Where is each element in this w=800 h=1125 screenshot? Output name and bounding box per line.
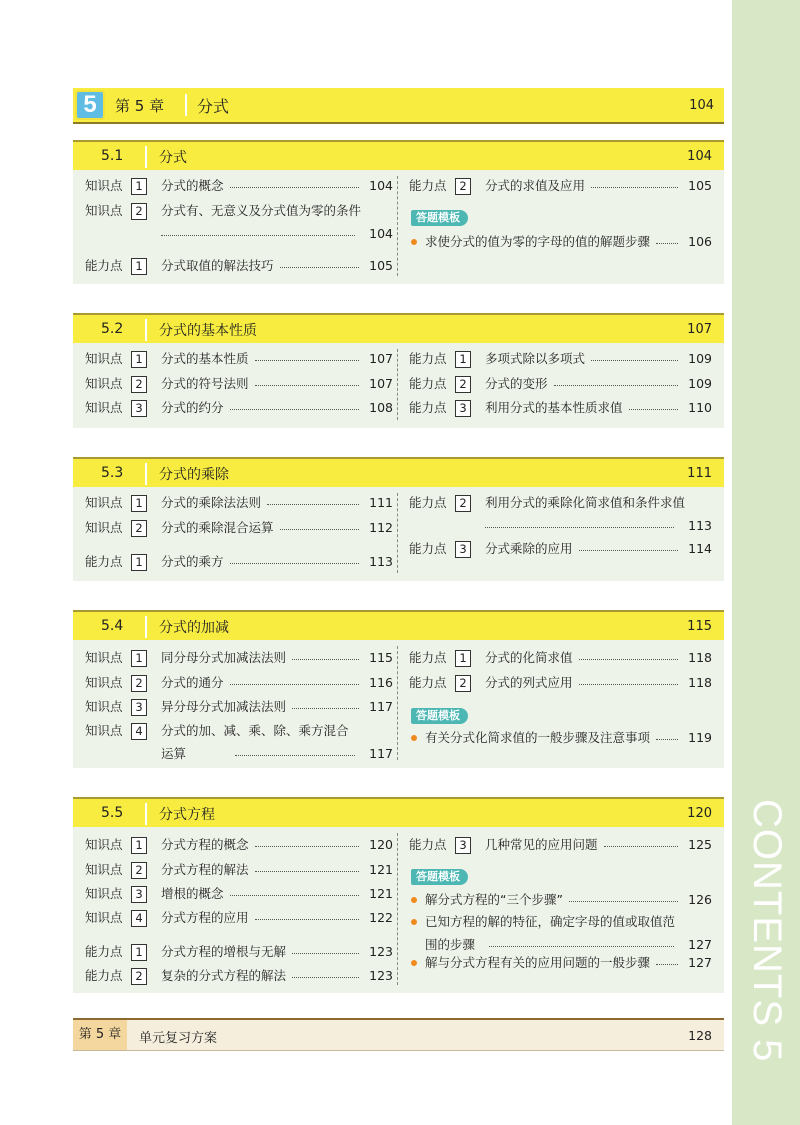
entry-page: 123 bbox=[369, 944, 393, 959]
dot-leader bbox=[579, 550, 678, 551]
entry-title: 分式的通分 bbox=[161, 675, 224, 690]
section-title: 分式的基本性质 bbox=[159, 323, 257, 339]
section-header[interactable] bbox=[73, 140, 724, 170]
toc-entry[interactable] bbox=[85, 908, 395, 928]
toc-entry[interactable] bbox=[85, 673, 395, 693]
entry-page: 125 bbox=[688, 837, 712, 852]
answer-template-badge: 答题模板 bbox=[411, 708, 468, 724]
entry-title: 分式的求值及应用 bbox=[485, 178, 586, 193]
entry-kind-label: 知识点 bbox=[85, 650, 123, 665]
entry-number-box: 2 bbox=[131, 675, 147, 692]
dot-leader bbox=[292, 977, 359, 978]
section-page: 115 bbox=[687, 619, 712, 634]
entry-title: 分式方程的应用 bbox=[161, 910, 249, 925]
entry-title: 分式乘除的应用 bbox=[485, 541, 573, 556]
dot-leader bbox=[235, 755, 355, 756]
section-5-2 bbox=[73, 313, 724, 428]
entry-kind-label: 知识点 bbox=[85, 178, 123, 193]
toc-entry[interactable] bbox=[409, 493, 714, 539]
entry-number-box: 3 bbox=[131, 699, 147, 716]
entry-number-box: 1 bbox=[131, 837, 147, 854]
entry-page: 113 bbox=[688, 518, 712, 533]
template-page: 106 bbox=[688, 234, 712, 249]
entry-number-box: 3 bbox=[455, 837, 471, 854]
dot-leader bbox=[569, 901, 678, 902]
entry-title: 分式的概念 bbox=[161, 178, 224, 193]
dot-leader bbox=[489, 946, 674, 947]
dot-leader bbox=[656, 739, 678, 740]
answer-template-badge: 答题模板 bbox=[411, 210, 468, 226]
toc-entry[interactable] bbox=[85, 374, 395, 394]
template-title-continued: 围的步骤 bbox=[425, 937, 476, 952]
entry-title: 增根的概念 bbox=[161, 886, 224, 901]
entry-page: 105 bbox=[688, 178, 712, 193]
entry-number-box: 2 bbox=[455, 376, 471, 393]
entry-kind-label: 知识点 bbox=[85, 862, 123, 877]
entry-kind-label: 知识点 bbox=[85, 376, 123, 391]
dot-leader bbox=[267, 504, 359, 505]
section-title: 分式的乘除 bbox=[159, 467, 229, 483]
template-entry[interactable] bbox=[409, 953, 714, 973]
dot-leader bbox=[591, 187, 678, 188]
toc-entry[interactable] bbox=[409, 539, 714, 559]
entry-title-continued: 运算 bbox=[161, 746, 187, 761]
section-header[interactable] bbox=[73, 313, 724, 343]
entry-title: 分式取值的解法技巧 bbox=[161, 258, 274, 273]
template-title: 求使分式的值为零的字母的值的解题步骤 bbox=[425, 234, 651, 249]
section-header[interactable] bbox=[73, 610, 724, 640]
dot-leader bbox=[255, 360, 359, 361]
entry-page: 116 bbox=[369, 675, 393, 690]
entry-kind-label: 知识点 bbox=[85, 910, 123, 925]
toc-entry[interactable] bbox=[85, 835, 395, 855]
entry-title: 同分母分式加减法法则 bbox=[161, 650, 287, 665]
entry-kind-label: 能力点 bbox=[409, 400, 447, 415]
column-divider bbox=[397, 349, 398, 420]
entry-title: 分式方程的概念 bbox=[161, 837, 249, 852]
bullet-icon bbox=[411, 239, 417, 245]
entry-kind-label: 能力点 bbox=[409, 376, 447, 391]
chapter-number-icon: 5 bbox=[75, 90, 105, 120]
column-divider bbox=[397, 646, 398, 760]
dot-leader bbox=[230, 187, 359, 188]
entry-title: 分式的乘方 bbox=[161, 554, 224, 569]
entry-page: 121 bbox=[369, 886, 393, 901]
toc-entry[interactable] bbox=[85, 884, 395, 904]
entry-page: 110 bbox=[688, 400, 712, 415]
entry-number-box: 3 bbox=[131, 400, 147, 417]
review-title: 单元复习方案 bbox=[139, 1031, 218, 1046]
section-page: 111 bbox=[687, 466, 712, 481]
bullet-icon bbox=[411, 919, 417, 925]
toc-entry[interactable] bbox=[85, 349, 395, 369]
entry-page: 113 bbox=[369, 554, 393, 569]
entry-kind-label: 能力点 bbox=[409, 351, 447, 366]
contents-vertical-text bbox=[742, 795, 798, 1065]
entry-title: 异分母分式加减法法则 bbox=[161, 699, 287, 714]
section-divider bbox=[145, 319, 147, 341]
section-divider bbox=[145, 463, 147, 485]
template-title: 已知方程的解的特征，确定字母的值或取值范 bbox=[425, 914, 676, 929]
entry-page: 108 bbox=[369, 400, 393, 415]
entry-page: 104 bbox=[369, 178, 393, 193]
entry-number-box: 2 bbox=[131, 376, 147, 393]
entry-number-box: 3 bbox=[455, 400, 471, 417]
dot-leader bbox=[255, 919, 359, 920]
entry-title: 分式方程的增根与无解 bbox=[161, 944, 287, 959]
column-divider bbox=[397, 493, 398, 573]
toc-entry[interactable] bbox=[409, 835, 714, 855]
entry-kind-label: 知识点 bbox=[85, 675, 123, 690]
entry-title: 分式的乘除混合运算 bbox=[161, 520, 274, 535]
template-page: 127 bbox=[688, 937, 712, 952]
entry-page: 117 bbox=[369, 746, 393, 761]
entry-page: 107 bbox=[369, 351, 393, 366]
review-page: 128 bbox=[688, 1028, 712, 1043]
entry-number-box: 2 bbox=[131, 862, 147, 879]
entry-page: 118 bbox=[688, 650, 712, 665]
column-divider bbox=[397, 176, 398, 276]
section-5-3 bbox=[73, 457, 724, 581]
dot-leader bbox=[292, 659, 359, 660]
toc-entry[interactable] bbox=[85, 860, 395, 880]
toc-entry[interactable] bbox=[409, 374, 714, 394]
entry-kind-label: 能力点 bbox=[409, 675, 447, 690]
entry-kind-label: 知识点 bbox=[85, 400, 123, 415]
toc-entry[interactable] bbox=[85, 398, 395, 418]
dot-leader bbox=[604, 846, 678, 847]
entry-page: 121 bbox=[369, 862, 393, 877]
section-5-5 bbox=[73, 797, 724, 993]
chapter-title: 分式 bbox=[197, 97, 230, 116]
entry-page: 120 bbox=[369, 837, 393, 852]
dot-leader bbox=[656, 964, 678, 965]
entry-page: 123 bbox=[369, 968, 393, 983]
toc-entry[interactable] bbox=[85, 201, 395, 247]
toc-entry[interactable] bbox=[409, 398, 714, 418]
chapter-page: 104 bbox=[689, 98, 714, 113]
entry-kind-label: 知识点 bbox=[85, 495, 123, 510]
entry-page: 109 bbox=[688, 351, 712, 366]
entry-kind-label: 能力点 bbox=[85, 258, 123, 273]
entry-number-box: 1 bbox=[131, 351, 147, 368]
bullet-icon bbox=[411, 897, 417, 903]
toc-entry[interactable] bbox=[409, 648, 714, 668]
dot-leader bbox=[591, 360, 678, 361]
template-entry[interactable] bbox=[409, 912, 714, 958]
dot-leader bbox=[255, 871, 359, 872]
section-number: 5.1 bbox=[101, 148, 124, 164]
entry-page: 111 bbox=[369, 495, 393, 510]
entry-number-box: 2 bbox=[131, 203, 147, 220]
toc-entry[interactable] bbox=[85, 256, 395, 276]
entry-page: 117 bbox=[369, 699, 393, 714]
entry-kind-label: 能力点 bbox=[409, 837, 447, 852]
toc-entry[interactable] bbox=[85, 697, 395, 717]
toc-entry[interactable] bbox=[85, 552, 395, 572]
entry-title: 多项式除以多项式 bbox=[485, 351, 586, 366]
entry-number-box: 1 bbox=[131, 495, 147, 512]
entry-kind-label: 知识点 bbox=[85, 351, 123, 366]
dot-leader bbox=[161, 235, 355, 236]
section-number: 5.4 bbox=[101, 618, 124, 634]
template-page: 127 bbox=[688, 955, 712, 970]
entry-title: 利用分式的基本性质求值 bbox=[485, 400, 623, 415]
entry-kind-label: 知识点 bbox=[85, 203, 123, 218]
template-entry[interactable] bbox=[409, 728, 714, 748]
dot-leader bbox=[255, 385, 359, 386]
entry-kind-label: 知识点 bbox=[85, 723, 123, 738]
section-divider bbox=[145, 146, 147, 168]
entry-kind-label: 能力点 bbox=[409, 650, 447, 665]
entry-title: 分式方程的解法 bbox=[161, 862, 249, 877]
entry-title: 分式的乘除法法则 bbox=[161, 495, 262, 510]
entry-title: 复杂的分式方程的解法 bbox=[161, 968, 287, 983]
entry-title: 几种常见的应用问题 bbox=[485, 837, 598, 852]
entry-number-box: 2 bbox=[131, 968, 147, 985]
svg-text:CONTENTS 5: CONTENTS 5 bbox=[745, 799, 789, 1063]
dot-leader bbox=[629, 409, 678, 410]
dot-leader bbox=[230, 684, 359, 685]
chapter-header[interactable] bbox=[73, 88, 724, 124]
dot-leader bbox=[255, 846, 359, 847]
template-title: 解与分式方程有关的应用问题的一般步骤 bbox=[425, 955, 651, 970]
entry-title: 分式的列式应用 bbox=[485, 675, 573, 690]
entry-title: 分式的化简求值 bbox=[485, 650, 573, 665]
dot-leader bbox=[292, 953, 359, 954]
entry-page: 105 bbox=[369, 258, 393, 273]
toc-entry[interactable] bbox=[85, 942, 395, 962]
entry-kind-label: 能力点 bbox=[409, 541, 447, 556]
toc-entry[interactable] bbox=[85, 648, 395, 668]
dot-leader bbox=[292, 708, 359, 709]
toc-entry[interactable] bbox=[85, 966, 395, 986]
entry-number-box: 1 bbox=[131, 554, 147, 571]
toc-entry[interactable] bbox=[85, 721, 395, 767]
entry-kind-label: 知识点 bbox=[85, 837, 123, 852]
review-chapter-label: 第 5 章 bbox=[73, 1020, 127, 1050]
entry-kind-label: 知识点 bbox=[85, 699, 123, 714]
section-page: 120 bbox=[687, 806, 712, 821]
bullet-icon bbox=[411, 735, 417, 741]
entry-number-box: 3 bbox=[455, 541, 471, 558]
dot-leader bbox=[656, 243, 678, 244]
section-title: 分式的加减 bbox=[159, 620, 229, 636]
entry-number-box: 2 bbox=[455, 178, 471, 195]
entry-page: 122 bbox=[369, 910, 393, 925]
entry-page: 112 bbox=[369, 520, 393, 535]
entry-number-box: 2 bbox=[131, 520, 147, 537]
entry-title: 分式的基本性质 bbox=[161, 351, 249, 366]
dot-leader bbox=[554, 385, 678, 386]
entry-number-box: 1 bbox=[455, 351, 471, 368]
entry-title: 分式的变形 bbox=[485, 376, 548, 391]
template-entry[interactable] bbox=[409, 890, 714, 910]
entry-number-box: 2 bbox=[455, 675, 471, 692]
answer-template-badge: 答题模板 bbox=[411, 869, 468, 885]
entry-title: 利用分式的乘除化简求值和条件求值 bbox=[485, 495, 686, 510]
template-page: 126 bbox=[688, 892, 712, 907]
section-divider bbox=[145, 803, 147, 825]
template-title: 有关分式化简求值的一般步骤及注意事项 bbox=[425, 730, 651, 745]
entry-kind-label: 能力点 bbox=[409, 495, 447, 510]
unit-review-row[interactable] bbox=[73, 1018, 724, 1051]
entry-kind-label: 知识点 bbox=[85, 886, 123, 901]
section-title: 分式 bbox=[159, 150, 187, 166]
entry-number-box: 1 bbox=[131, 258, 147, 275]
section-number: 5.5 bbox=[101, 805, 124, 821]
section-5-1 bbox=[73, 140, 724, 284]
dot-leader bbox=[230, 563, 359, 564]
chapter-divider bbox=[185, 94, 187, 116]
dot-leader bbox=[280, 267, 359, 268]
entry-title: 分式的约分 bbox=[161, 400, 224, 415]
entry-page: 115 bbox=[369, 650, 393, 665]
section-header[interactable] bbox=[73, 797, 724, 827]
dot-leader bbox=[280, 529, 359, 530]
chapter-label: 第 5 章 bbox=[115, 97, 165, 115]
toc-entry[interactable] bbox=[85, 493, 395, 513]
entry-page: 109 bbox=[688, 376, 712, 391]
entry-number-box: 3 bbox=[131, 886, 147, 903]
dot-leader bbox=[485, 527, 674, 528]
dot-leader bbox=[579, 684, 678, 685]
entry-number-box: 1 bbox=[131, 650, 147, 667]
section-header[interactable] bbox=[73, 457, 724, 487]
entry-kind-label: 能力点 bbox=[85, 554, 123, 569]
entry-kind-label: 能力点 bbox=[85, 944, 123, 959]
template-entry[interactable] bbox=[409, 232, 714, 252]
dot-leader bbox=[579, 659, 678, 660]
entry-number-box: 4 bbox=[131, 910, 147, 927]
entry-number-box: 1 bbox=[131, 944, 147, 961]
entry-page: 114 bbox=[688, 541, 712, 556]
toc-entry[interactable] bbox=[85, 176, 395, 196]
entry-number-box: 1 bbox=[455, 650, 471, 667]
template-title: 解分式方程的“三个步骤” bbox=[425, 892, 563, 907]
dot-leader bbox=[230, 895, 359, 896]
toc-entry[interactable] bbox=[409, 176, 714, 196]
bullet-icon bbox=[411, 960, 417, 966]
toc-entry[interactable] bbox=[409, 349, 714, 369]
entry-kind-label: 知识点 bbox=[85, 520, 123, 535]
entry-title: 分式的加、减、乘、除、乘方混合 bbox=[161, 723, 349, 738]
entry-kind-label: 能力点 bbox=[409, 178, 447, 193]
section-number: 5.3 bbox=[101, 465, 124, 481]
entry-page: 107 bbox=[369, 376, 393, 391]
entry-number-box: 1 bbox=[131, 178, 147, 195]
column-divider bbox=[397, 833, 398, 985]
entry-title: 分式的符号法则 bbox=[161, 376, 249, 391]
dot-leader bbox=[230, 409, 359, 410]
section-page: 104 bbox=[687, 149, 712, 164]
entry-page: 118 bbox=[688, 675, 712, 690]
entry-number-box: 2 bbox=[455, 495, 471, 512]
entry-number-box: 4 bbox=[131, 723, 147, 740]
toc-entry[interactable] bbox=[85, 518, 395, 538]
toc-entry[interactable] bbox=[409, 673, 714, 693]
section-number: 5.2 bbox=[101, 321, 124, 337]
entry-kind-label: 能力点 bbox=[85, 968, 123, 983]
entry-page: 104 bbox=[369, 226, 393, 241]
section-title: 分式方程 bbox=[159, 807, 215, 823]
entry-title: 分式有、无意义及分式值为零的条件 bbox=[161, 203, 362, 218]
section-page: 107 bbox=[687, 322, 712, 337]
template-page: 119 bbox=[688, 730, 712, 745]
section-5-4 bbox=[73, 610, 724, 768]
section-divider bbox=[145, 616, 147, 638]
